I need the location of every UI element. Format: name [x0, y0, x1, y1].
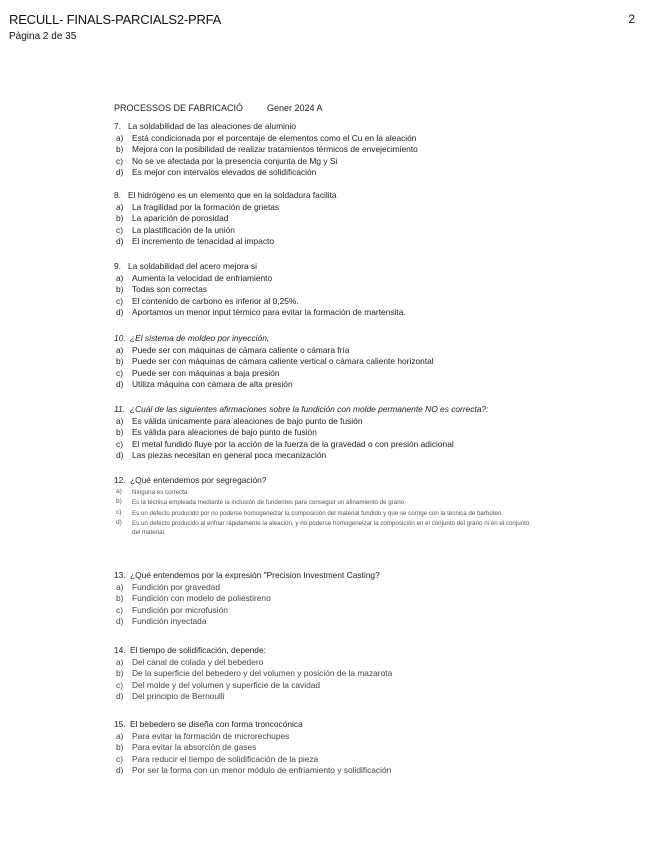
question-text: El tiempo de solidificación, depende: — [130, 645, 266, 655]
option-item — [114, 225, 544, 237]
option-letter: d) — [116, 519, 122, 527]
question-13 — [114, 570, 544, 628]
option-text: Aumenta la velocidad de enfriamiento — [132, 272, 273, 283]
option-letter: b) — [116, 144, 124, 155]
exam-heading — [114, 103, 323, 113]
option-text: Es válida para aleaciones de bajo punto de fusión — [132, 427, 317, 438]
option-text: Es válida únicamente para aleaciones de bajo punto de fusión — [132, 415, 363, 426]
option-text: El contenido de carbono es inferior al 0,25%. — [132, 295, 299, 306]
option-letter: c) — [116, 438, 123, 449]
question-stem — [114, 570, 544, 582]
option-item — [114, 296, 544, 308]
question-text: ¿Qué entendemos por segregación? — [130, 475, 267, 485]
question-text: El bebedero se diseña con forma troncocónica — [130, 719, 303, 729]
option-list — [114, 133, 544, 179]
document-header-title: RECULL- FINALS-PARCIALS2-PRFA — [9, 12, 222, 27]
question-text: ¿Qué entendemos por la expresión "Precision Investment Casting? — [130, 570, 380, 580]
option-item — [114, 213, 544, 225]
option-letter: b) — [116, 356, 124, 367]
option-letter: a) — [116, 344, 124, 355]
option-letter: b) — [116, 498, 122, 506]
question-stem — [114, 333, 544, 345]
option-item — [114, 680, 544, 692]
question-8 — [114, 190, 544, 248]
option-text: Puede ser con máquinas a baja presión — [132, 367, 280, 378]
option-item — [114, 144, 544, 156]
option-item — [114, 765, 544, 777]
option-item — [114, 284, 544, 296]
option-item — [114, 273, 544, 285]
option-item — [114, 379, 544, 391]
option-item — [114, 691, 544, 703]
option-letter: a) — [116, 487, 122, 495]
option-item — [114, 236, 544, 248]
option-text: Del molde y del volumen y superficie de la cavidad — [132, 679, 321, 690]
question-stem — [114, 121, 544, 133]
option-text: Es un defecto producido al enfriar rápidamente la aleación, y no poderse homogeneizar la composición en el conjunto del grano ni en el conjunto del material. — [132, 520, 530, 537]
option-item — [114, 307, 544, 319]
option-list — [114, 487, 544, 538]
option-list — [114, 657, 544, 703]
exam-subject: PROCESSOS DE FABRICACIÓ — [114, 103, 244, 113]
option-letter: a) — [116, 730, 124, 741]
option-item — [114, 616, 544, 628]
option-item — [114, 593, 544, 605]
option-letter: d) — [116, 691, 124, 702]
question-text: ¿El sistema de moldeo por inyección, — [130, 333, 270, 343]
option-list — [114, 273, 544, 319]
option-item — [114, 356, 544, 368]
exam-date: Gener 2024 A — [267, 103, 323, 113]
option-letter: c) — [116, 508, 122, 516]
option-list — [114, 416, 544, 462]
option-item — [114, 345, 544, 357]
question-stem — [114, 404, 544, 416]
option-text: El metal fundido fluye por la acción de la fuerza de la gravedad o con presión adicional — [132, 438, 454, 449]
option-letter: b) — [116, 213, 124, 224]
option-item — [114, 450, 544, 462]
option-letter: b) — [116, 593, 124, 604]
option-text: Por ser la forma con un menor módulo de enfriamiento y solidificación — [132, 765, 392, 776]
option-item — [114, 742, 544, 754]
option-item — [114, 582, 544, 594]
option-text: Fundición inyectada — [132, 616, 207, 627]
option-text: Está condicionada por el porcentaje de elementos como el Cu en la aleación — [132, 132, 417, 143]
question-10 — [114, 333, 544, 391]
option-letter: a) — [116, 272, 124, 283]
option-text: Mejora con la posibilidad de realizar tratamientos térmicos de envejecimiento — [132, 144, 418, 155]
question-11 — [114, 404, 544, 462]
option-item — [114, 497, 544, 508]
question-text: La soldabilidad del acero mejora si — [128, 261, 257, 271]
option-letter: d) — [116, 616, 124, 627]
option-text: Es la técnica empleada mediante la inclusión de fundentes para conseguir un afinamiento de grano. — [132, 499, 406, 507]
option-letter: c) — [116, 604, 123, 615]
option-letter: d) — [116, 379, 124, 390]
question-number: 13. — [114, 570, 126, 580]
option-letter: d) — [116, 450, 124, 461]
question-text: El hidrógeno es un elemento que en la soldadura facilita — [128, 190, 337, 200]
option-text: Todas son correctas — [132, 284, 207, 295]
document-page-counter: Pàgina 2 de 35 — [9, 31, 77, 42]
question-number: 9. — [114, 261, 121, 271]
option-letter: a) — [116, 581, 124, 592]
option-text: Para evitar la formación de microrechupes — [132, 730, 290, 741]
option-item — [114, 731, 544, 743]
option-letter: a) — [116, 132, 124, 143]
option-text: Puede ser con máquinas de cámara caliente o cámara fría — [132, 344, 350, 355]
option-letter: a) — [116, 415, 124, 426]
option-letter: b) — [116, 668, 124, 679]
option-letter: c) — [116, 155, 123, 166]
question-stem — [114, 190, 544, 202]
question-number: 8. — [114, 190, 121, 200]
option-letter: b) — [116, 742, 124, 753]
option-item — [114, 518, 544, 537]
option-letter: c) — [116, 295, 123, 306]
option-text: Fundición con modelo de poliestireno — [132, 593, 271, 604]
option-letter: a) — [116, 201, 124, 212]
option-text: Las piezas necesitan en general poca mecanización — [132, 450, 327, 461]
question-number: 14. — [114, 645, 126, 655]
option-text: Para reducir el tiempo de solidificación de la pieza — [132, 753, 319, 764]
option-list — [114, 345, 544, 391]
question-stem — [114, 261, 544, 273]
option-letter: b) — [116, 284, 124, 295]
option-list — [114, 731, 544, 777]
question-15 — [114, 719, 544, 777]
option-item — [114, 439, 544, 451]
question-number: 11. — [114, 404, 126, 414]
option-text: De la superficie del bebedero y del volumen y posición de la mazarota — [132, 668, 393, 679]
question-text: La soldabilidad de las aleaciones de aluminio — [128, 121, 297, 131]
option-text: Ninguna es correcta. — [132, 488, 190, 496]
option-item — [114, 416, 544, 428]
option-text: Aportamos un menor input térmico para evitar la formación de martensita. — [132, 307, 406, 318]
question-7 — [114, 121, 544, 179]
option-item — [114, 133, 544, 145]
question-number: 12. — [114, 475, 126, 485]
option-text: La aparición de porosidad — [132, 213, 229, 224]
option-item — [114, 156, 544, 168]
option-letter: d) — [116, 765, 124, 776]
question-text: ¿Cuál de las siguientes afirmaciones sobre la fundición con molde permanente NO es correcta?: — [130, 404, 489, 414]
option-list — [114, 202, 544, 248]
question-stem — [114, 645, 544, 657]
option-letter: d) — [116, 167, 124, 178]
question-stem — [114, 719, 544, 731]
option-letter: d) — [116, 307, 124, 318]
question-stem — [114, 475, 544, 487]
option-item — [114, 368, 544, 380]
option-item — [114, 427, 544, 439]
option-text: La fragilidad por la formación de grietas — [132, 201, 280, 212]
option-item — [114, 167, 544, 179]
option-letter: b) — [116, 427, 124, 438]
question-14 — [114, 645, 544, 703]
option-item — [114, 605, 544, 617]
option-item — [114, 202, 544, 214]
option-item — [114, 754, 544, 766]
option-item — [114, 508, 544, 519]
option-text: La plastificación de la unión — [132, 224, 235, 235]
option-list — [114, 582, 544, 628]
option-item — [114, 657, 544, 669]
option-text: No se ve afectada por la presencia conjunta de Mg y Si — [132, 155, 338, 166]
option-letter: c) — [116, 679, 123, 690]
option-text: Fundición por microfusión — [132, 604, 228, 615]
option-text: Es un defecto producido por no poderse homogeneizar la composición del material fundido y que se corrige con la técnica de barboteo. — [132, 509, 504, 517]
question-number: 7. — [114, 121, 121, 131]
option-text: Del principio de Bernoulli — [132, 691, 225, 702]
option-letter: c) — [116, 367, 123, 378]
page-number: 2 — [628, 12, 635, 26]
option-text: Para evitar la absorción de gases — [132, 742, 257, 753]
question-12 — [114, 475, 544, 537]
question-number: 15. — [114, 719, 126, 729]
option-item — [114, 487, 544, 498]
option-text: Puede ser con máquinas de cámara caliente vertical o cámara caliente horizontal — [132, 356, 434, 367]
option-letter: c) — [116, 753, 123, 764]
option-letter: a) — [116, 656, 124, 667]
option-text: El incremento de tenacidad al impacto — [132, 236, 274, 247]
option-letter: d) — [116, 236, 124, 247]
option-text: Utiliza máquina con cámara de alta presión — [132, 379, 293, 390]
option-text: Es mejor con intervalos elevados de solidificación — [132, 167, 317, 178]
option-text: Del canal de colada y del bebedero — [132, 656, 264, 667]
question-9 — [114, 261, 544, 319]
option-text: Fundición por gravedad — [132, 581, 220, 592]
option-letter: c) — [116, 224, 123, 235]
question-number: 10. — [114, 333, 126, 343]
option-item — [114, 668, 544, 680]
